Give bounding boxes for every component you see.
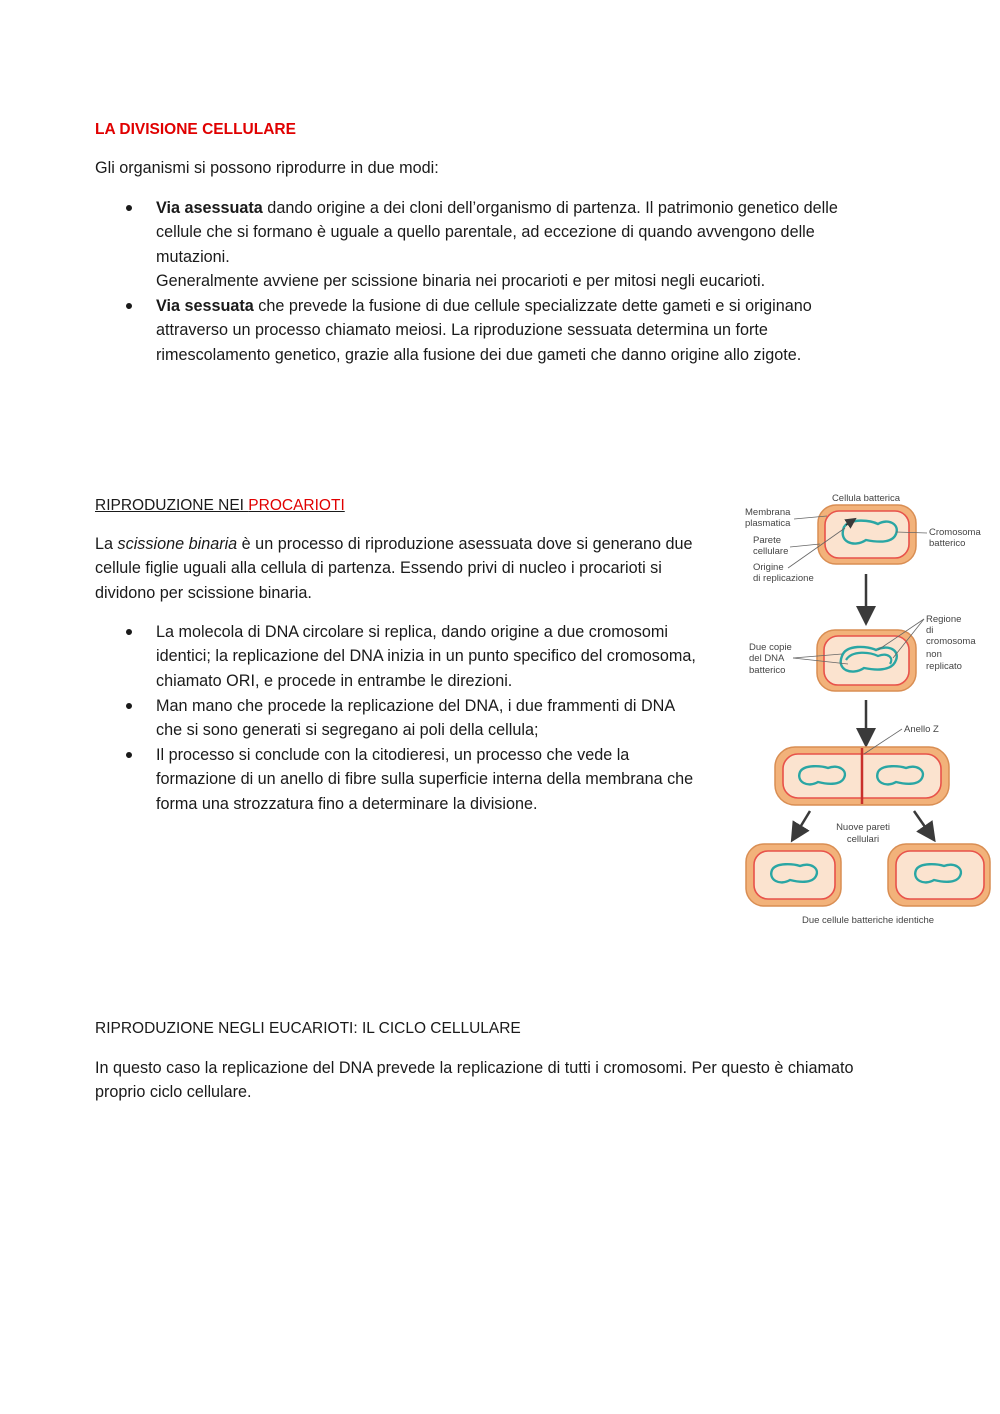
cell-replicating [817, 630, 916, 691]
title-highlight: PROCARIOTI [248, 497, 345, 514]
label-due-copie-3: batterico [749, 665, 786, 676]
bullet-text: La molecola di DNA circolare si replica, dando origine a due cromosomi [156, 623, 668, 641]
label-regione-4: non [926, 649, 942, 660]
cell-daughter-right [888, 844, 990, 906]
label-regione-5: replicato [926, 661, 962, 672]
bullet-segregazione [156, 694, 675, 743]
bullet-text: che prevede la fusione di due cellule specializzate dette gameti e si originano [253, 297, 812, 315]
bullet-text: cellule che si formano è uguale a quello parentale, ad eccezione di quando avvengono delle [156, 223, 815, 242]
label-due-copie-2: del DNA [749, 653, 785, 664]
label-membrana-2: plasmatica [745, 518, 791, 529]
bullet-text: rimescolamento genetico, grazie alla fusione dei due gameti che danno origine allo zigote. [156, 345, 802, 364]
bold-term: Via sessuata [156, 297, 254, 315]
label-origine: Origine [753, 562, 784, 573]
label-parete: Parete [753, 535, 781, 546]
bullet-via-asessuata [156, 196, 838, 294]
bullet-text: Man mano che procede la replicazione del DNA, i due frammenti di DNA [156, 697, 676, 715]
bullet-text: attraverso un processo chiamato meiosi. La riproduzione sessuata determina un forte [156, 321, 768, 340]
label-due-copie: Due copie [749, 642, 792, 653]
bullet-text: identici; la replicazione del DNA inizia in un punto specifico del cromosoma, [156, 647, 696, 666]
bullet-text: che si sono generati si segregano ai poli della cellula; [156, 721, 539, 740]
bullet-dna-replica [156, 620, 696, 693]
cell-initial [818, 505, 916, 564]
para-text: dividono per scissione binaria. [95, 583, 312, 602]
bullet-via-sessuata [156, 294, 812, 367]
label-anello-z: Anello Z [904, 724, 939, 735]
para-text: cellule figlie uguali alla cellula di partenza. Essendo privi di nucleo i procarioti si [95, 559, 662, 578]
bullet-dot [126, 303, 132, 309]
section-title-procarioti [95, 497, 345, 515]
bullet-dot [126, 752, 132, 758]
bullet-text: dando origine a dei cloni dell’organismo di partenza. Il patrimonio genetico delle [262, 199, 838, 217]
bullet-dot [126, 703, 132, 709]
bullet-text: chiamato ORI, e procede in entrambe le direzioni. [156, 671, 513, 690]
title-prefix: RIPRODUZIONE NEI [95, 497, 249, 514]
bullet-text: formazione di un anello di fibre sulla superficie interna della membrana che [156, 770, 694, 789]
procarioti-paragraph [95, 532, 693, 605]
label-regione-3: cromosoma [926, 636, 976, 647]
para-text: proprio ciclo cellulare. [95, 1083, 252, 1102]
bold-term: Via asessuata [156, 199, 263, 217]
bullet-dot [126, 205, 132, 211]
para-text: La [95, 535, 118, 553]
bullet-text: Generalmente avviene per scissione binaria nei procarioti e per mitosi negli eucarioti. [156, 272, 766, 291]
cell-daughter-left [746, 844, 841, 906]
bullet-text: Il processo si conclude con la citodieresi, un processo che vede la [156, 746, 630, 764]
label-cromosoma-2: batterico [929, 538, 966, 549]
binary-fission-figure [738, 488, 996, 933]
bullet-text: forma una strozzatura fino a determinare la divisione. [156, 794, 538, 813]
label-cellula-batterica: Cellula batterica [831, 493, 901, 504]
label-regione: Regione [926, 614, 962, 625]
label-regione-2: di [926, 625, 934, 636]
label-origine-2: di replicazione [753, 573, 814, 584]
label-membrana: Membrana [745, 507, 791, 518]
section-title-eucarioti: RIPRODUZIONE NEGLI EUCARIOTI: IL CICLO CELLULARE [95, 1020, 521, 1037]
section-title-divisione-cellulare: LA DIVISIONE CELLULARE [95, 121, 296, 138]
bullet-text: mutazioni. [156, 247, 230, 266]
label-parete-2: cellulare [753, 546, 789, 557]
label-nuove-pareti: Nuove pareti [836, 822, 890, 833]
intro-paragraph: Gli organismi si possono riprodurre in due modi: [95, 159, 439, 177]
para-text: è un processo di riproduzione asessuata dove si generano due [237, 535, 693, 553]
cell-dividing [775, 747, 949, 805]
italic-term: scissione binaria [117, 535, 238, 553]
para-text: In questo caso la replicazione del DNA prevede la replicazione di tutti i cromosomi. Per questo è chiamato [95, 1059, 854, 1077]
bullet-dot [126, 629, 132, 635]
label-nuove-pareti-2: cellulari [846, 834, 880, 845]
bullet-citodieresi [156, 743, 693, 816]
eucarioti-paragraph [95, 1056, 854, 1105]
figure-caption: Due cellule batteriche identiche [801, 915, 935, 926]
label-cromosoma: Cromosoma [929, 527, 981, 538]
